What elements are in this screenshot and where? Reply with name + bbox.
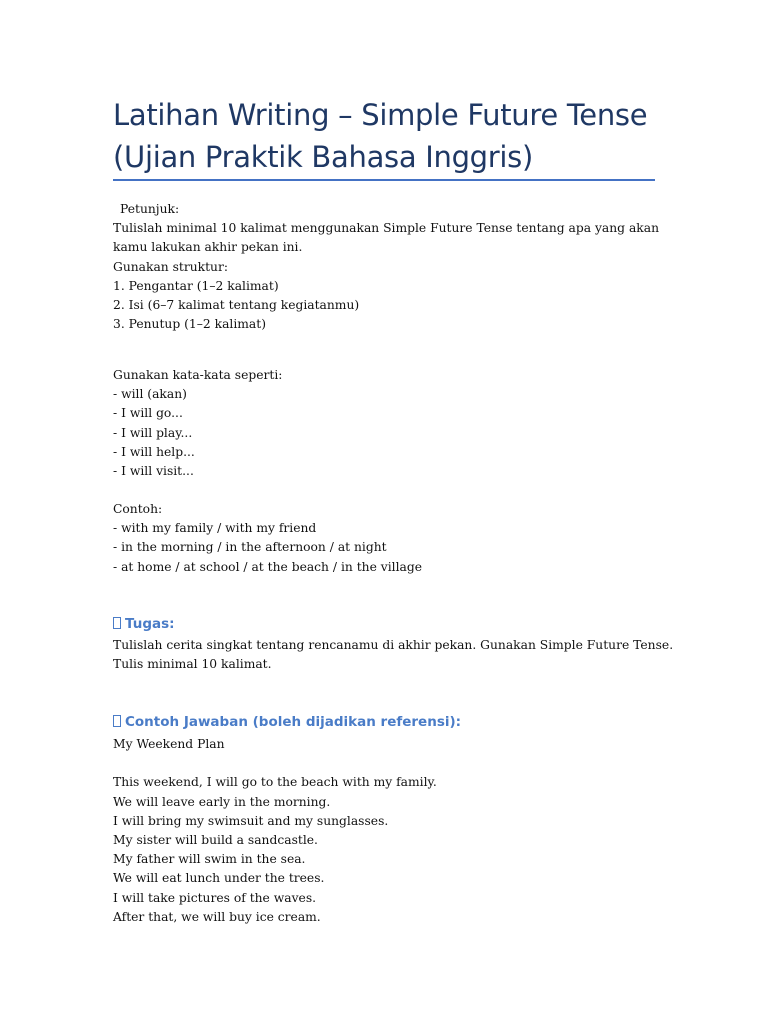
instructions-label: Petunjuk:	[120, 202, 180, 216]
sample-line: After that, we will buy ice cream.	[113, 909, 321, 924]
example-item: - with my family / with my friend	[113, 521, 317, 536]
sample-heading-text: Contoh Jawaban (boleh dijadikan referensi):	[125, 714, 462, 730]
task-heading-text: Tugas:	[125, 616, 175, 632]
instruction-line: kamu lakukan akhir pekan ini.	[113, 240, 303, 255]
sample-line: My sister will build a sandcastle.	[113, 832, 318, 847]
words-intro: Gunakan kata-kata seperti:	[113, 368, 283, 382]
missing-glyph-icon	[113, 715, 121, 727]
title-line-1: Latihan Writing – Simple Future Tense	[113, 98, 648, 132]
words-item: - I will help...	[113, 444, 195, 459]
sample-heading	[113, 712, 461, 732]
sample-line: I will bring my swimsuit and my sunglasses.	[113, 813, 389, 828]
title-underline	[113, 179, 655, 181]
example-item: - at home / at school / at the beach / in the village	[113, 559, 422, 574]
instruction-line: Tulislah minimal 10 kalimat menggunakan Simple Future Tense tentang apa yang akan	[113, 221, 659, 236]
document-title	[113, 94, 673, 178]
sample-line: We will leave early in the morning.	[113, 794, 331, 809]
task-line: Tulislah cerita singkat tentang rencanamu di akhir pekan. Gunakan Simple Future Tense.	[113, 638, 674, 652]
words-item: - I will visit...	[113, 463, 194, 478]
sample-line: This weekend, I will go to the beach with my family.	[113, 775, 437, 790]
task-heading	[113, 614, 175, 634]
sample-line: We will eat lunch under the trees.	[113, 871, 325, 886]
sample-line: I will take pictures of the waves.	[113, 890, 317, 905]
instruction-line: 1. Pengantar (1–2 kalimat)	[113, 278, 279, 293]
title-line-2: (Ujian Praktik Bahasa Inggris)	[113, 140, 533, 174]
task-section	[113, 636, 673, 674]
words-section	[113, 366, 282, 481]
missing-glyph-icon	[113, 617, 121, 629]
sample-line: My father will swim in the sea.	[113, 852, 306, 867]
instruction-line: 3. Penutup (1–2 kalimat)	[113, 317, 267, 332]
example-item: - in the morning / in the afternoon / at night	[113, 540, 387, 555]
blank-line	[113, 754, 437, 773]
examples-section	[113, 500, 422, 577]
instruction-line: 2. Isi (6–7 kalimat tentang kegiatanmu)	[113, 297, 360, 312]
instruction-line: Gunakan struktur:	[113, 259, 228, 274]
examples-label: Contoh:	[113, 502, 163, 516]
words-item: - I will play...	[113, 425, 193, 440]
sample-section	[113, 735, 437, 927]
task-line: Tulis minimal 10 kalimat.	[113, 657, 272, 672]
instructions-section	[113, 200, 659, 334]
words-item: - will (akan)	[113, 387, 187, 402]
sample-title: My Weekend Plan	[113, 737, 225, 751]
words-item: - I will go...	[113, 406, 183, 421]
